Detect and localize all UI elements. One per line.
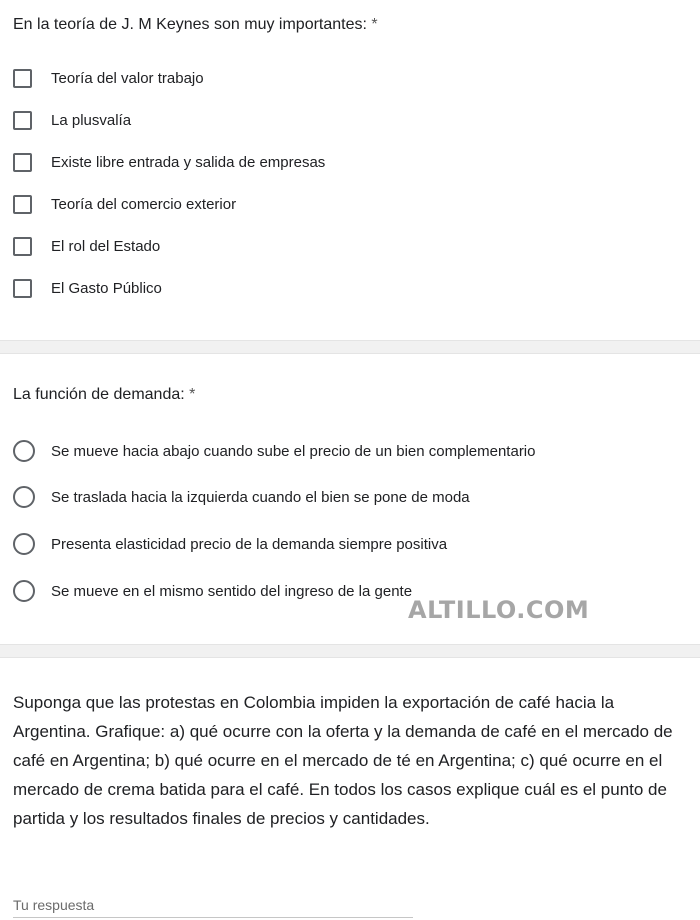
question-card-1 bbox=[0, 0, 700, 340]
checkbox-option[interactable] bbox=[13, 108, 132, 132]
checkbox[interactable] bbox=[13, 195, 32, 214]
radio-option[interactable] bbox=[13, 532, 448, 556]
question-title bbox=[13, 16, 378, 34]
required-asterisk: * bbox=[371, 16, 378, 33]
checkbox[interactable] bbox=[13, 237, 32, 256]
question-title bbox=[13, 386, 195, 404]
option-label: La plusvalía bbox=[51, 111, 132, 129]
radio-option[interactable] bbox=[13, 485, 470, 509]
option-label: El rol del Estado bbox=[51, 237, 161, 255]
option-label: Teoría del valor trabajo bbox=[51, 69, 204, 87]
checkbox-option[interactable] bbox=[13, 234, 161, 258]
answer-input[interactable] bbox=[13, 893, 413, 918]
question-card-2 bbox=[0, 354, 700, 642]
checkbox-option[interactable] bbox=[13, 150, 326, 174]
option-label: Se mueve en el mismo sentido del ingreso de la gente bbox=[51, 582, 413, 600]
option-label: Presenta elasticidad precio de la demanda siempre positiva bbox=[51, 535, 448, 553]
option-label: Existe libre entrada y salida de empresas bbox=[51, 153, 326, 171]
option-label: El Gasto Público bbox=[51, 279, 162, 297]
question-title-text: En la teoría de J. M Keynes son muy importantes: bbox=[13, 16, 367, 33]
checkbox[interactable] bbox=[13, 153, 32, 172]
checkbox[interactable] bbox=[13, 111, 32, 130]
radio-button[interactable] bbox=[13, 580, 35, 602]
checkbox[interactable] bbox=[13, 279, 32, 298]
question-title: Suponga que las protestas en Colombia impiden la exportación de café hacia la Argentina. Grafique: a) qué ocurre con la oferta y la demanda de café en el mercado de café en Argentina; b) qué ocurre en el mercado de té en Argentina; c) qué ocurre en el mercado de crema batida para el café. En todos los casos explique cuál es el punto de partida y los resultados finales de precios y cantidades. bbox=[13, 693, 673, 828]
question-title-text: La función de demanda: bbox=[13, 386, 185, 403]
card-separator bbox=[0, 340, 700, 354]
card-separator bbox=[0, 644, 700, 658]
radio-button[interactable] bbox=[13, 533, 35, 555]
checkbox-option[interactable] bbox=[13, 276, 162, 300]
checkbox[interactable] bbox=[13, 69, 32, 88]
option-label: Se mueve hacia abajo cuando sube el precio de un bien complementario bbox=[51, 442, 536, 460]
radio-option[interactable] bbox=[13, 579, 413, 603]
checkbox-option[interactable] bbox=[13, 192, 237, 216]
option-label: Se traslada hacia la izquierda cuando el bien se pone de moda bbox=[51, 488, 470, 506]
checkbox-option[interactable] bbox=[13, 66, 204, 90]
radio-option[interactable] bbox=[13, 439, 536, 463]
option-label: Teoría del comercio exterior bbox=[51, 195, 237, 213]
radio-button[interactable] bbox=[13, 486, 35, 508]
required-asterisk: * bbox=[189, 386, 196, 403]
watermark: ALTILLO.COM bbox=[408, 596, 590, 624]
radio-button[interactable] bbox=[13, 440, 35, 462]
